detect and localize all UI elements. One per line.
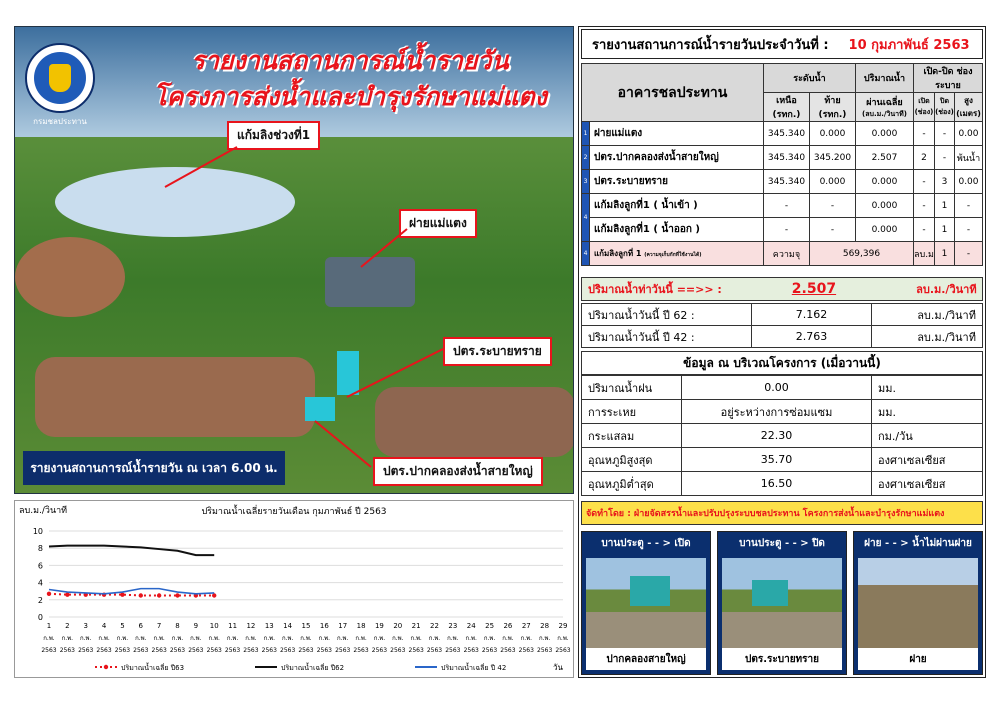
x-tick-year: 2563 bbox=[316, 647, 332, 654]
data-point bbox=[157, 593, 161, 597]
table-row: ปริมาณน้ำฝน 0.00 มม. bbox=[582, 376, 983, 400]
col-downstream: ท้าย (รทก.) bbox=[809, 93, 855, 122]
x-tick-label: 18 bbox=[356, 622, 366, 630]
col-volume: ปริมาณน้ำ bbox=[855, 64, 913, 93]
x-corner-label: วัน bbox=[553, 663, 563, 672]
x-tick-sublabel: ก.พ. bbox=[80, 635, 92, 642]
x-tick-label: 15 bbox=[301, 622, 311, 630]
x-tick-sublabel: ก.พ. bbox=[557, 635, 569, 642]
x-tick-year: 2563 bbox=[537, 647, 553, 654]
x-tick-label: 12 bbox=[246, 622, 256, 630]
col-level: ระดับน้ำ bbox=[763, 64, 855, 93]
x-tick-label: 20 bbox=[393, 622, 403, 630]
x-tick-sublabel: ก.พ. bbox=[465, 635, 477, 642]
weather-table bbox=[581, 375, 983, 496]
x-tick-year: 2563 bbox=[280, 647, 296, 654]
table-row: ปริมาณน้ำวันนี้ ปี 42 : 2.763 ลบ.ม./วินาที bbox=[582, 326, 983, 348]
x-tick-label: 29 bbox=[558, 622, 568, 630]
x-tick-year: 2563 bbox=[151, 647, 167, 654]
col-open: เปิด (ช่อง) bbox=[913, 93, 934, 122]
x-tick-year: 2563 bbox=[426, 647, 443, 654]
table-row: 4 แก้มลิงลูกที่1 ( น้ำเข้า ) - - 0.000 - 1 - bbox=[582, 194, 983, 218]
x-tick-year: 2563 bbox=[169, 647, 186, 654]
legend-label: ปริมาณน้ำเฉลี่ย ปี 42 bbox=[441, 664, 507, 672]
report-title: รายงานสถานการณ์น้ำรายวันประจำวันที่ : bbox=[592, 37, 829, 53]
gate-card-label: ปตร.ระบายทราย bbox=[722, 648, 842, 670]
report-title-bar bbox=[581, 29, 983, 59]
col-avg-flow: ผ่านเฉลี่ย (ลบ.ม./วินาที) bbox=[855, 93, 913, 122]
x-tick-year: 2563 bbox=[555, 647, 571, 654]
y-tick-label: 2 bbox=[37, 595, 43, 605]
x-tick-year: 2563 bbox=[445, 647, 461, 654]
y-tick-label: 4 bbox=[37, 578, 43, 588]
report-date: 10 กุมภาพันธ์ 2563 bbox=[848, 37, 970, 53]
table-row: 1 ฝายแม่แตง 345.340 0.000 0.000 - - 0.00 bbox=[582, 122, 983, 146]
x-tick-sublabel: ก.พ. bbox=[410, 635, 422, 642]
x-tick-year: 2563 bbox=[335, 647, 351, 654]
table-row: อุณหภูมิต่ำสุด 16.50 องศาเซลเซียส bbox=[582, 472, 983, 496]
x-tick-label: 11 bbox=[228, 622, 238, 630]
flow-chart bbox=[15, 501, 573, 677]
x-tick-year: 2563 bbox=[224, 647, 241, 654]
today-flow-value: 2.507 bbox=[791, 281, 837, 297]
weather-title: ข้อมูล ณ บริเวณโครงการ (เมื่อวานนี้) bbox=[581, 351, 983, 375]
table-row: 3 ปตร.ระบายทราย 345.340 0.000 0.000 - 3 0.00 bbox=[582, 170, 983, 194]
x-tick-label: 16 bbox=[319, 622, 329, 630]
x-tick-sublabel: ก.พ. bbox=[135, 635, 147, 642]
legend-marker bbox=[104, 665, 108, 669]
x-tick-label: 23 bbox=[448, 622, 458, 630]
credit-bar: จัดทำโดย : ฝ่ายจัดสรรน้ำและปรับปรุงระบบชลประทาน โครงการส่งน้ำและบำรุงรักษาแม่แตง bbox=[581, 501, 983, 525]
history-table bbox=[581, 303, 983, 348]
x-tick-year: 2563 bbox=[96, 647, 112, 654]
legend-label: ปริมาณน้ำเฉลี่ย ปี62 bbox=[281, 664, 345, 672]
data-point bbox=[139, 593, 143, 597]
x-tick-year: 2563 bbox=[298, 647, 314, 654]
y-tick-label: 6 bbox=[37, 561, 43, 571]
x-tick-sublabel: ก.พ. bbox=[447, 635, 459, 642]
x-tick-label: 21 bbox=[411, 622, 421, 630]
x-tick-label: 8 bbox=[175, 622, 180, 630]
x-tick-year: 2563 bbox=[353, 647, 369, 654]
gate-photo bbox=[586, 558, 706, 648]
table-row: ปริมาณน้ำวันนี้ ปี 62 : 7.162 ลบ.ม./วินาที bbox=[582, 304, 983, 326]
x-tick-label: 7 bbox=[156, 622, 162, 630]
gate-card-label: ฝาย bbox=[858, 648, 978, 670]
x-tick-label: 3 bbox=[83, 622, 88, 630]
x-tick-sublabel: ก.พ. bbox=[483, 635, 496, 642]
x-tick-sublabel: ก.พ. bbox=[263, 635, 275, 642]
legend-label: ปริมาณน้ำเฉลี่ย ปี63 bbox=[121, 664, 185, 672]
x-tick-sublabel: ก.พ. bbox=[171, 635, 184, 642]
today-flow-bar bbox=[581, 277, 983, 301]
x-tick-sublabel: ก.พ. bbox=[337, 635, 349, 642]
gate-photo bbox=[722, 558, 842, 648]
gate-card-header: บานประตู - - > เปิด bbox=[601, 537, 691, 549]
photo-footer: รายงานสถานการณ์น้ำรายวัน ณ เวลา 6.00 น. bbox=[23, 451, 285, 485]
chart-title: ปริมาณน้ำเฉลี่ยรายวันเดือน กุมภาพันธ์ ปี 2563 bbox=[201, 507, 387, 517]
today-flow-label: ปริมาณน้ำท่าวันนี้ ==>> : bbox=[588, 283, 722, 296]
col-building: อาคารชลประทาน bbox=[582, 64, 764, 122]
x-tick-year: 2563 bbox=[463, 647, 479, 654]
logo-caption: กรมชลประทาน bbox=[33, 117, 87, 126]
x-tick-year: 2563 bbox=[390, 647, 406, 654]
table-row: แก้มลิงลูกที่1 ( น้ำออก ) - - 0.000 - 1 - bbox=[582, 218, 983, 242]
x-tick-label: 24 bbox=[466, 622, 476, 630]
x-tick-sublabel: ก.พ. bbox=[538, 635, 551, 642]
callout-weir: ฝายแม่แตง bbox=[399, 209, 477, 238]
x-tick-sublabel: ก.พ. bbox=[318, 635, 331, 642]
data-point bbox=[120, 592, 124, 596]
x-tick-year: 2563 bbox=[500, 647, 516, 654]
table-row: การระเหย อยู่ระหว่างการซ่อมแซม มม. bbox=[582, 400, 983, 424]
x-tick-sublabel: ก.พ. bbox=[226, 635, 239, 642]
table-row: อุณหภูมิสูงสุด 35.70 องศาเซลเซียส bbox=[582, 448, 983, 472]
x-tick-sublabel: ก.พ. bbox=[43, 635, 55, 642]
data-point bbox=[47, 592, 51, 596]
y-tick-label: 10 bbox=[32, 527, 43, 536]
x-tick-sublabel: ก.พ. bbox=[300, 635, 312, 642]
x-tick-label: 22 bbox=[430, 622, 439, 630]
x-tick-sublabel: ก.พ. bbox=[153, 635, 165, 642]
x-tick-label: 25 bbox=[485, 622, 495, 630]
x-tick-year: 2563 bbox=[188, 647, 204, 654]
x-tick-sublabel: ก.พ. bbox=[190, 635, 202, 642]
x-tick-label: 10 bbox=[209, 622, 219, 630]
x-tick-label: 17 bbox=[338, 622, 348, 630]
x-tick-sublabel: ก.พ. bbox=[373, 635, 386, 642]
x-tick-label: 1 bbox=[46, 622, 52, 630]
x-tick-sublabel: ก.พ. bbox=[208, 635, 220, 642]
x-tick-sublabel: ก.พ. bbox=[355, 635, 367, 642]
structures-table bbox=[581, 63, 983, 266]
col-height: สูง (เมตร) bbox=[955, 93, 983, 122]
x-tick-year: 2563 bbox=[41, 647, 57, 654]
gate-card-header: บานประตู - - > ปิด bbox=[739, 537, 825, 549]
gate-card-closed bbox=[717, 531, 847, 675]
callout-arrows bbox=[15, 27, 574, 494]
table-row: 2 ปตร.ปากคลองส่งน้ำสายใหญ่ 345.340 345.200 2.507 2 - พ้นน้ำ bbox=[582, 146, 983, 170]
x-tick-label: 28 bbox=[540, 622, 550, 630]
today-flow-unit: ลบ.ม./วินาที bbox=[916, 283, 977, 296]
x-tick-year: 2563 bbox=[114, 647, 131, 654]
x-tick-label: 2 bbox=[65, 622, 70, 630]
flow-chart-panel bbox=[14, 500, 574, 678]
series-line bbox=[49, 589, 214, 594]
x-tick-year: 2563 bbox=[243, 647, 259, 654]
x-tick-sublabel: ก.พ. bbox=[392, 635, 404, 642]
x-tick-sublabel: ก.พ. bbox=[116, 635, 129, 642]
table-row: กระแสลม 22.30 กม./วัน bbox=[582, 424, 983, 448]
gate-card-open bbox=[581, 531, 711, 675]
x-tick-year: 2563 bbox=[481, 647, 498, 654]
col-upstream: เหนือ (รทก.) bbox=[763, 93, 809, 122]
callout-canal-gate: ปตร.ปากคลองส่งน้ำสายใหญ่ bbox=[373, 457, 543, 486]
y-tick-label: 8 bbox=[37, 544, 43, 554]
x-tick-label: 4 bbox=[101, 622, 107, 630]
x-tick-sublabel: ก.พ. bbox=[245, 635, 257, 642]
x-tick-year: 2563 bbox=[518, 647, 534, 654]
gate-photo bbox=[858, 558, 978, 648]
x-tick-label: 27 bbox=[521, 622, 531, 630]
gate-card-header: ฝาย - - > น้ำไม่ผ่านฝาย bbox=[864, 537, 972, 549]
x-tick-sublabel: ก.พ. bbox=[502, 635, 514, 642]
capacity-row: 4 แก้มลิงลูกที่ 1 (ความจุเก็บกักที่ใช้งานได้) ความจุ 569,396 ลบ.ม 1 - bbox=[582, 242, 983, 266]
x-tick-label: 14 bbox=[283, 622, 293, 630]
x-tick-sublabel: ก.พ. bbox=[520, 635, 532, 642]
x-tick-year: 2563 bbox=[59, 647, 75, 654]
series-line bbox=[49, 546, 214, 555]
banner-title-line1: รายงานสถานการณ์น้ำรายวัน bbox=[191, 46, 509, 75]
gate-card-weir bbox=[853, 531, 983, 675]
banner-title-line2: โครงการส่งน้ำและบำรุงรักษาแม่แตง bbox=[153, 82, 547, 111]
col-gates: เปิด-ปิด ช่องระบาย bbox=[913, 64, 982, 93]
callout-kaemling: แก้มลิงช่วงที่1 bbox=[227, 121, 320, 150]
x-tick-year: 2563 bbox=[261, 647, 277, 654]
x-tick-year: 2563 bbox=[133, 647, 149, 654]
data-point bbox=[175, 593, 179, 597]
x-tick-year: 2563 bbox=[371, 647, 388, 654]
callout-drain-gate: ปตร.ระบายทราย bbox=[443, 337, 552, 366]
col-close: ปิด (ช่อง) bbox=[935, 93, 955, 122]
x-tick-label: 6 bbox=[138, 622, 144, 630]
x-tick-year: 2563 bbox=[206, 647, 222, 654]
gate-card-label: ปากคลองสายใหญ่ bbox=[586, 648, 706, 670]
x-tick-sublabel: ก.พ. bbox=[61, 635, 74, 642]
x-tick-year: 2563 bbox=[408, 647, 424, 654]
x-tick-sublabel: ก.พ. bbox=[428, 635, 441, 642]
x-tick-label: 9 bbox=[193, 622, 199, 630]
series-line-63 bbox=[49, 594, 214, 596]
x-tick-label: 5 bbox=[120, 622, 125, 630]
data-point bbox=[65, 592, 69, 596]
x-tick-label: 19 bbox=[374, 622, 384, 630]
x-tick-label: 26 bbox=[503, 622, 513, 630]
y-axis-label: ลบ.ม./วินาที bbox=[19, 506, 68, 516]
aerial-photo-panel bbox=[14, 26, 574, 494]
x-tick-sublabel: ก.พ. bbox=[98, 635, 110, 642]
x-tick-year: 2563 bbox=[78, 647, 94, 654]
data-point bbox=[212, 593, 216, 597]
x-tick-label: 13 bbox=[264, 622, 274, 630]
x-tick-sublabel: ก.พ. bbox=[281, 635, 294, 642]
y-tick-label: 0 bbox=[37, 613, 43, 622]
report-panel bbox=[578, 26, 986, 678]
